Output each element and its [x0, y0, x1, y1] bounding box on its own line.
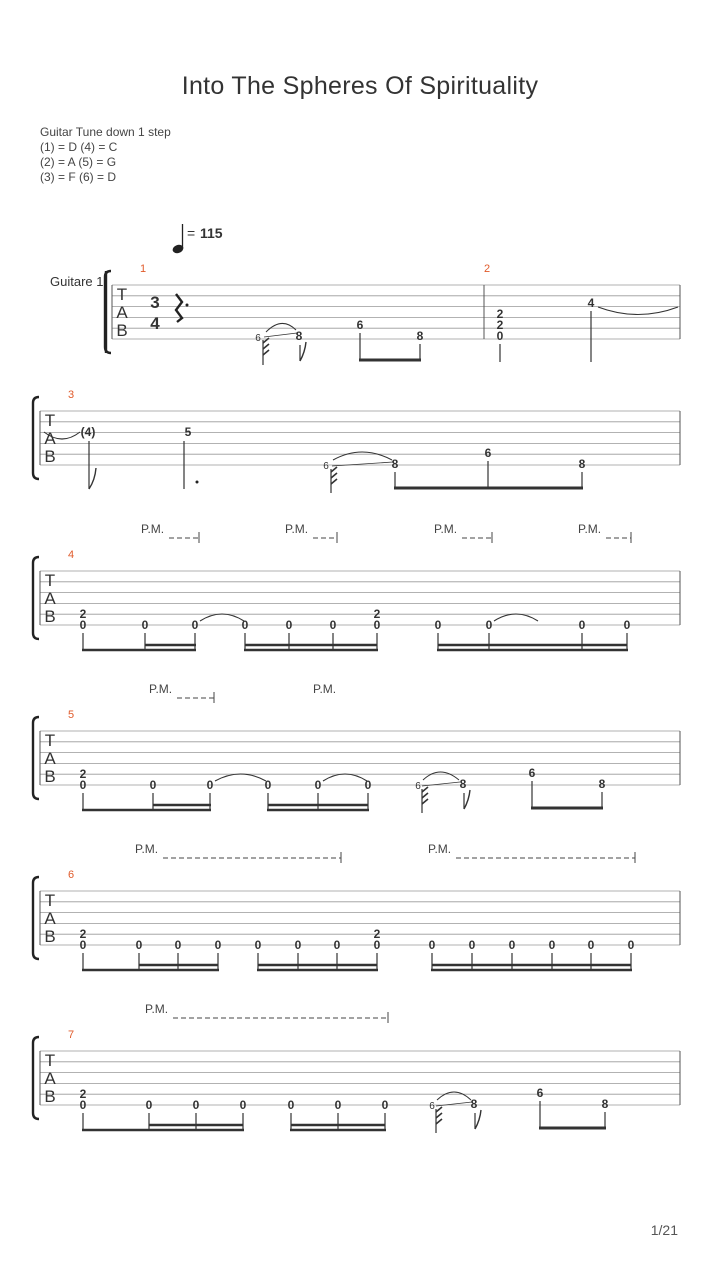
fret-number: 0: [373, 618, 381, 632]
fret-number: 0: [428, 938, 436, 952]
dot: [186, 304, 189, 307]
palm-mute-label: P.M.: [141, 522, 165, 536]
note-flag: [422, 787, 428, 804]
time-signature-bottom: 4: [150, 314, 160, 333]
tuning-line: (2) = A (5) = G: [40, 155, 117, 169]
fret-number: 0: [434, 618, 442, 632]
fret-number: 0: [254, 938, 262, 952]
tempo-bpm: 115: [200, 225, 223, 241]
fret-number: 2: [79, 607, 87, 622]
fret-number: 2: [496, 318, 504, 332]
fret-number: 0: [191, 618, 199, 632]
tuning-header: Guitar Tune down 1 step: [40, 125, 171, 139]
fret-number: 0: [485, 618, 493, 632]
fret-number: 2: [373, 607, 381, 622]
fret-number: 6: [484, 446, 492, 460]
tab-letter-b: B: [116, 321, 128, 340]
fret-number: 0: [141, 618, 149, 632]
fret-number: 8: [391, 457, 399, 471]
page-number: 1/21: [650, 1222, 678, 1238]
fret-number: 0: [192, 1098, 200, 1112]
fret-number: 0: [329, 618, 337, 632]
fret-number: (4): [80, 425, 96, 439]
note-flag: [89, 468, 96, 489]
slur: [423, 772, 459, 780]
staff-bracket: [33, 717, 39, 799]
palm-mute-label: P.M.: [313, 682, 337, 696]
fret-number: 0: [373, 938, 381, 952]
fret-number: 0: [314, 778, 322, 792]
fret-number: 0: [239, 1098, 247, 1112]
fret-number: 0: [241, 618, 249, 632]
note-flag: [475, 1110, 481, 1129]
tab-letter-t: T: [44, 411, 56, 430]
fret-number: 0: [381, 1098, 389, 1112]
palm-mute-label: P.M.: [285, 522, 309, 536]
tab-letter-t: T: [44, 571, 56, 590]
time-signature-top: 3: [150, 293, 160, 312]
staff-bracket: [33, 397, 39, 479]
tab-letter-t: T: [44, 891, 56, 910]
staff-bracket: [33, 1037, 39, 1119]
fret-number: 2: [79, 1087, 87, 1102]
grace-note: 6: [255, 333, 261, 344]
tab-letter-a: A: [44, 1069, 56, 1088]
tempo-equals: =: [187, 225, 196, 241]
fret-number: 0: [174, 938, 182, 952]
fret-number: 8: [416, 329, 424, 343]
track-name: Guitare 1: [50, 274, 104, 289]
measure-number: 7: [68, 1029, 75, 1041]
palm-mute-label: P.M.: [428, 842, 452, 856]
fret-number: 0: [79, 618, 87, 632]
grace-slash: [422, 782, 460, 786]
fret-number: 0: [468, 938, 476, 952]
measure-number: 6: [68, 869, 75, 881]
song-title: Into The Spheres Of Spirituality: [181, 72, 539, 100]
tab-letter-b: B: [44, 767, 56, 786]
palm-mute-label: P.M.: [135, 842, 159, 856]
fret-number: 0: [79, 1098, 87, 1112]
staff-bracket: [33, 877, 39, 959]
fret-number: 0: [145, 1098, 153, 1112]
fret-number: 2: [373, 927, 381, 942]
fret-number: 0: [548, 938, 556, 952]
tie: [215, 774, 266, 781]
tab-letter-a: A: [44, 909, 56, 928]
tuning-line: (1) = D (4) = C: [40, 140, 118, 154]
palm-mute-label: P.M.: [145, 1002, 169, 1016]
fret-number: 0: [79, 938, 87, 952]
fret-number: 0: [149, 778, 157, 792]
grace-note: 6: [429, 1101, 435, 1112]
note-flag: [464, 790, 470, 809]
tab-letter-a: A: [44, 589, 56, 608]
slur: [333, 452, 392, 460]
tab-letter-t: T: [44, 1051, 56, 1070]
tab-letter-t: T: [116, 285, 128, 304]
fret-number: 2: [79, 927, 87, 942]
tie: [494, 614, 538, 621]
fret-number: 8: [601, 1097, 609, 1111]
fret-number: 0: [287, 1098, 295, 1112]
fret-number: 8: [470, 1097, 478, 1111]
note-flag: [300, 342, 306, 361]
fret-number: 0: [294, 938, 302, 952]
fret-number: 8: [598, 777, 606, 791]
fret-number: 0: [214, 938, 222, 952]
fret-number: 0: [496, 329, 504, 343]
fret-number: 2: [496, 307, 504, 321]
tab-letter-a: A: [44, 429, 56, 448]
fret-number: 2: [79, 767, 87, 782]
fret-number: 0: [578, 618, 586, 632]
fret-number: 0: [364, 778, 372, 792]
tie: [200, 614, 244, 621]
fret-number: 0: [285, 618, 293, 632]
fret-number: 6: [536, 1086, 544, 1100]
tab-letter-t: T: [44, 731, 56, 750]
fret-number: 5: [184, 425, 192, 439]
grace-note: 6: [323, 461, 329, 472]
measure-number: 2: [484, 263, 491, 275]
fret-number: 0: [623, 618, 631, 632]
palm-mute-label: P.M.: [578, 522, 602, 536]
fret-number: 6: [356, 318, 364, 332]
fret-number: 0: [334, 1098, 342, 1112]
fret-number: 8: [459, 777, 467, 791]
tab-letter-b: B: [44, 927, 56, 946]
tie: [598, 307, 678, 315]
tab-letter-a: A: [44, 749, 56, 768]
fret-number: 0: [206, 778, 214, 792]
fret-number: 0: [587, 938, 595, 952]
staff-bracket: [33, 557, 39, 639]
tie: [323, 774, 367, 781]
fret-number: 0: [508, 938, 516, 952]
measure-number: 1: [140, 263, 147, 275]
note-flag: [263, 338, 269, 355]
slur: [437, 1092, 471, 1100]
fret-number: 8: [578, 457, 586, 471]
measure-number: 3: [68, 389, 75, 401]
fret-number: 6: [528, 766, 536, 780]
fret-number: 8: [295, 329, 303, 343]
note-flag: [436, 1107, 442, 1124]
fret-number: 0: [135, 938, 143, 952]
fret-number: 0: [333, 938, 341, 952]
dot: [196, 481, 199, 484]
grace-note: 6: [415, 781, 421, 792]
tab-letter-b: B: [44, 447, 56, 466]
measure-number: 4: [68, 549, 75, 561]
palm-mute-label: P.M.: [434, 522, 458, 536]
tab-letter-b: B: [44, 607, 56, 626]
tab-letter-b: B: [44, 1087, 56, 1106]
grace-slash: [264, 333, 297, 337]
fret-number: 0: [264, 778, 272, 792]
fret-number: 0: [79, 778, 87, 792]
tab-letter-a: A: [116, 303, 128, 322]
note-flag: [331, 467, 337, 484]
slur: [266, 323, 296, 332]
measure-number: 5: [68, 709, 75, 721]
palm-mute-label: P.M.: [149, 682, 173, 696]
fret-number: 0: [627, 938, 635, 952]
tuning-line: (3) = F (6) = D: [40, 170, 117, 184]
fret-number: 4: [587, 296, 595, 310]
